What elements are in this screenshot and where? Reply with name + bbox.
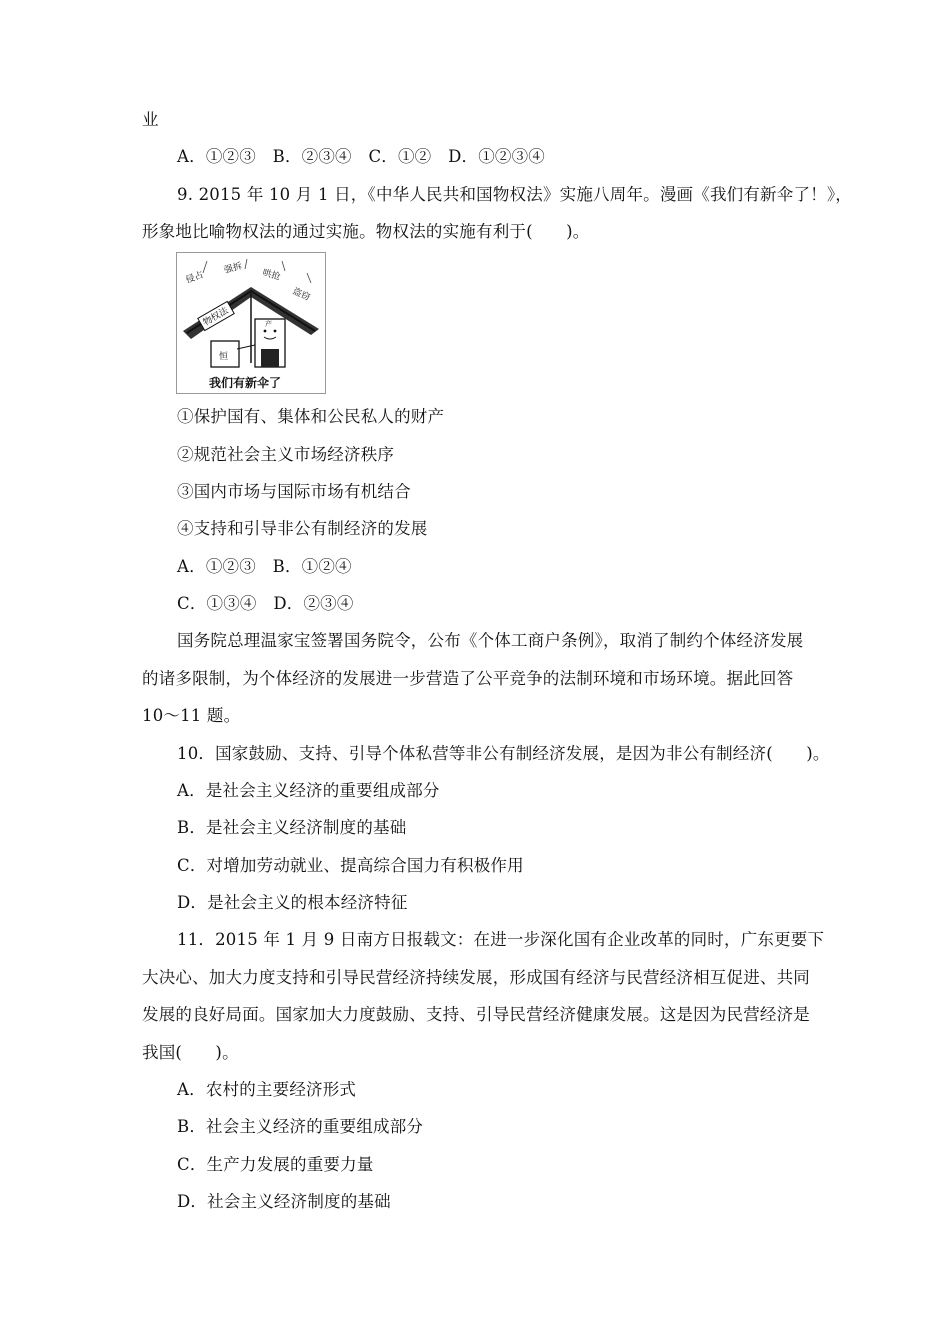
q11-option-d: D．社会主义经济制度的基础 (177, 1192, 391, 1211)
q11-option-c: C．生产力发展的重要力量 (177, 1155, 374, 1174)
q9-option-3: ③国内市场与国际市场有机结合 (177, 482, 411, 501)
q10-option-b: B．是社会主义经济制度的基础 (177, 818, 407, 837)
q8-answer-options: A．①②③ B．②③④ C．①② D．①②③④ (177, 147, 545, 166)
cartoon-caption: 我们有新伞了 (209, 376, 282, 390)
q9-choices-1: A．①②③ B．①②④ (177, 557, 352, 576)
q11-option-b: B．社会主义经济的重要组成部分 (177, 1117, 424, 1136)
q9-option-1: ①保护国有、集体和公民私人的财产 (177, 407, 445, 426)
passage-line1: 国务院总理温家宝签署国务院令，公布《个体工商户条例》，取消了制约个体经济发展 (177, 631, 804, 650)
rain-word: 侵占 (184, 270, 205, 286)
q9-stem-line2: 形象地比喻物权法的通过实施。物权法的实施有利于( )。 (142, 222, 590, 241)
passage-line2: 的诸多限制，为个体经济的发展进一步营造了公平竞争的法制环境和市场环境。据此回答 (142, 669, 794, 688)
umbrella-label: 物权法 (201, 306, 231, 329)
line-fragment-top: 业 (142, 110, 159, 129)
q11-stem-line3: 发展的良好局面。国家加大力度鼓励、支持、引导民营经济健康发展。这是因为民营经济是 (142, 1005, 810, 1024)
q9-stem-line1: 9. 2015 年 10 月 1 日，《中华人民共和国物权法》实施八周年。漫画《我们有新伞了！》， (177, 185, 852, 204)
rain-word: 强拆 (223, 261, 244, 276)
q9-option-4: ④支持和引导非公有制经济的发展 (177, 519, 428, 538)
passage-line3: 10～11 题。 (142, 706, 241, 725)
q9-option-2: ②规范社会主义市场经济秩序 (177, 445, 395, 464)
q9-choices-2: C．①③④ D．②③④ (177, 594, 354, 613)
q11-option-a: A．农村的主要经济形式 (177, 1080, 357, 1099)
q11-stem-line4: 我国( )。 (142, 1043, 239, 1062)
svg-text:产: 产 (265, 320, 272, 328)
umbrella-cartoon (176, 252, 326, 394)
q11-stem-line2: 大决心、加大力度支持和引导民营经济持续发展，形成国有经济与民营经济相互促进、共同 (142, 968, 810, 987)
q10-option-c: C．对增加劳动就业、提高综合国力有积极作用 (177, 856, 524, 875)
q10-option-d: D．是社会主义的根本经济特征 (177, 893, 408, 912)
svg-text:恒: 恒 (219, 352, 229, 362)
q10-option-a: A．是社会主义经济的重要组成部分 (177, 781, 440, 800)
q11-stem-line1: 11．2015 年 1 月 9 日南方日报载文：在进一步深化国有企业改革的同时，广东更要下 (177, 930, 825, 949)
rain-word: 哄抢 (261, 268, 282, 283)
rain-word: 盗窃 (290, 286, 312, 304)
q10-stem: 10．国家鼓励、支持、引导个体私营等非公有制经济发展，是因为非公有制经济( )。 (177, 744, 830, 763)
